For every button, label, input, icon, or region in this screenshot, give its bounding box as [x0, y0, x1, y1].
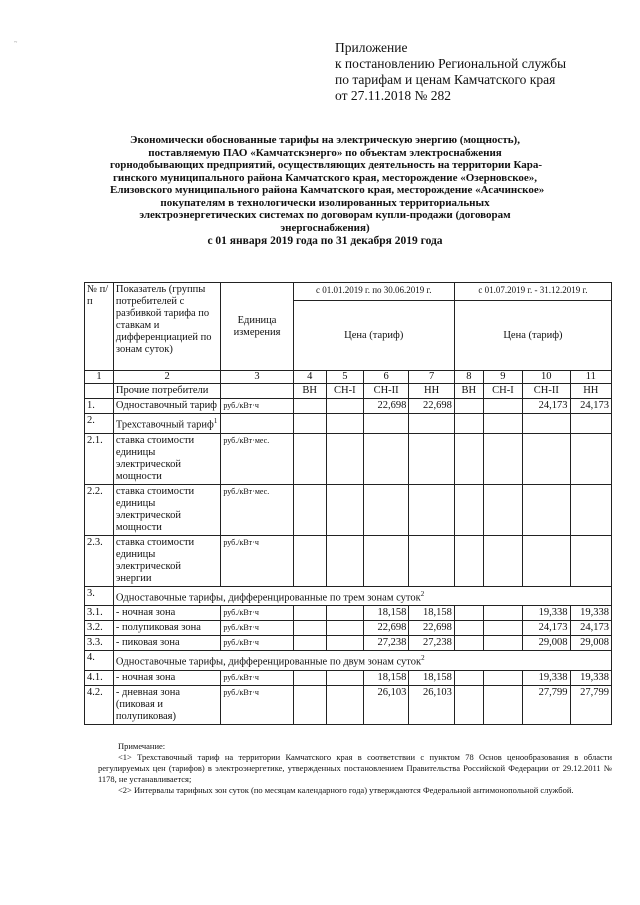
row-indicator: ставка стоимости единицы электрической мощности [113, 484, 220, 535]
column-number: 1 [85, 371, 114, 384]
appendix-line: по тарифам и ценам Камчатского края [335, 72, 556, 87]
tariff-value: 29,008 [523, 636, 571, 651]
row-indicator: - дневная зона (пиковая и полупиковая) [113, 685, 220, 724]
header-price-1: Цена (тариф) [293, 301, 454, 371]
column-number: 7 [409, 371, 455, 384]
title-period: с 01 января 2019 года по 31 декабря 2019 года [207, 235, 443, 247]
tariff-value: 22,698 [363, 621, 408, 636]
tariff-value: 18,158 [363, 670, 408, 685]
document-title [110, 134, 545, 248]
row-indicator: - ночная зона [113, 606, 220, 621]
notes [98, 741, 612, 796]
voltage-level: ВН [293, 384, 326, 399]
row-num: 1. [85, 399, 114, 414]
header-unit: Единица измерения [221, 283, 293, 371]
tariff-value: 27,238 [363, 636, 408, 651]
column-number: 2 [113, 371, 220, 384]
title-line: гинского муниципального района Камчатского края, месторождение «Озерновское», [112, 171, 538, 184]
table-row [85, 670, 612, 685]
margin-mark: ~ [14, 40, 18, 46]
appendix-line: Приложение [335, 40, 408, 55]
row-unit: руб./кВт·ч [221, 399, 293, 414]
header-period-1: с 01.01.2019 г. по 30.06.2019 г. [293, 283, 454, 301]
row-section-title: Одноставочные тарифы, дифференцированные по двум зонам суток$^2$ [113, 651, 611, 671]
table-row [85, 414, 612, 434]
row-indicator: - пиковая зона [113, 636, 220, 651]
row-unit: руб./кВт·мес. [221, 433, 293, 484]
column-numbers-row [85, 371, 612, 384]
voltage-level: ВН [454, 384, 483, 399]
column-number: 11 [570, 371, 611, 384]
tariff-value: 19,338 [523, 670, 571, 685]
header-row [85, 283, 612, 301]
header-period-2: с 01.07.2019 г. - 31.12.2019 г. [454, 283, 611, 301]
row-num: 2. [85, 414, 114, 434]
tariff-value: 27,238 [409, 636, 455, 651]
column-number: 3 [221, 371, 293, 384]
voltage-level: СН-II [363, 384, 408, 399]
appendix-header [335, 40, 566, 104]
header-price-2: Цена (тариф) [454, 301, 611, 371]
tariff-value: 27,799 [523, 685, 571, 724]
voltage-level: СН-I [326, 384, 363, 399]
footnote-ref: 2 [421, 654, 425, 662]
note-1: <1> Трехставочный тариф на территории Камчатского края в соответствии с пунктом 78 Основ ценообразования в области регулируемых цен (тарифов) в электроэнергетике, утвержденных постановлением Правительства Российской Федерации от 29.12.2011 № 1178, не устанавливается; [98, 752, 612, 784]
notes-title: Примечание: [118, 741, 166, 751]
row-indicator: - полупиковая зона [113, 621, 220, 636]
row-indicator: - ночная зона [113, 670, 220, 685]
title-line: поставляемую ПАО «Камчатскэнерго» по объектам электроснабжения [148, 146, 502, 159]
row-section-title: Одноставочные тарифы, дифференцированные по трем зонам суток$^2$ [113, 586, 611, 606]
table-row [85, 685, 612, 724]
row-unit: руб./кВт·ч [221, 621, 293, 636]
row-unit: руб./кВт·ч [221, 670, 293, 685]
voltage-level: СН-I [483, 384, 522, 399]
header-num: № п/п [85, 283, 114, 371]
tariff-value: 24,173 [523, 399, 571, 414]
note-2: <2> Интервалы тарифных зон суток (по месяцам календарного года) утверждаются Федеральной антимонопольной службой. [118, 785, 574, 795]
column-number: 10 [523, 371, 571, 384]
row-num: 3.3. [85, 636, 114, 651]
tariff-value: 29,008 [570, 636, 611, 651]
row-indicator: ставка стоимости единицы электрической энергии [113, 535, 220, 586]
table-row [85, 651, 612, 671]
table-row [85, 535, 612, 586]
row-indicator: Трехставочный тариф$^1$ [113, 414, 220, 434]
table-row [85, 606, 612, 621]
tariff-value: 18,158 [409, 606, 455, 621]
table-row [85, 621, 612, 636]
column-number: 4 [293, 371, 326, 384]
table-row [85, 484, 612, 535]
row-num: 2.2. [85, 484, 114, 535]
row-indicator: Прочие потребители [113, 384, 220, 399]
table-row [85, 433, 612, 484]
row-unit: руб./кВт·ч [221, 636, 293, 651]
tariff-value: 19,338 [570, 606, 611, 621]
footnote-ref: 2 [420, 589, 425, 598]
tariff-table [84, 282, 612, 725]
row-unit: руб./кВт·ч [221, 685, 293, 724]
title-line: Елизовского муниципального района Камчатского края, месторождение «Асачинское» [110, 184, 545, 196]
row-num: 3.1. [85, 606, 114, 621]
voltage-level: НН [409, 384, 455, 399]
column-number: 5 [326, 371, 363, 384]
header-indicator: Показатель (группы потребителей с разбивкой тарифа по ставкам и дифференциацией по зонам суток) [113, 283, 220, 371]
title-line: горнодобывающих предприятий, осуществляющих деятельность на территории Кара- [110, 159, 543, 171]
tariff-value: 24,173 [523, 621, 571, 636]
tariff-value: 24,173 [570, 399, 611, 414]
row-num: 4. [85, 651, 114, 671]
tariff-value: 26,103 [363, 685, 408, 724]
title-line: электроэнергетических системах по договорам купли-продажи (договорам [139, 209, 511, 221]
row-num: 2.1. [85, 433, 114, 484]
tariff-value: 24,173 [570, 621, 611, 636]
table-row [85, 636, 612, 651]
row-unit: руб./кВт·ч [221, 535, 293, 586]
row-num: 4.1. [85, 670, 114, 685]
row-unit: руб./кВт·ч [221, 606, 293, 621]
tariff-value: 22,698 [409, 621, 455, 636]
tariff-value: 19,338 [570, 670, 611, 685]
table-row [85, 399, 612, 414]
row-num: 3.2. [85, 621, 114, 636]
column-number: 6 [363, 371, 408, 384]
tariff-value: 18,158 [363, 606, 408, 621]
appendix-line: от 27.11.2018 № 282 [335, 88, 451, 103]
row-num: 2.3. [85, 535, 114, 586]
column-number: 9 [483, 371, 522, 384]
row-unit: руб./кВт·мес. [221, 484, 293, 535]
voltage-level: НН [570, 384, 611, 399]
row-indicator: Одноставочный тариф [113, 399, 220, 414]
table-row [85, 586, 612, 606]
tariff-value: 22,698 [409, 399, 455, 414]
title-line: энергоснабжения) [280, 221, 370, 234]
column-number: 8 [454, 371, 483, 384]
appendix-line: к постановлению Региональной службы [335, 56, 567, 71]
table-row [85, 384, 612, 399]
title-line: Экономически обоснованные тарифы на электрическую энергию (мощность), [130, 134, 520, 146]
tariff-value: 22,698 [363, 399, 408, 414]
footnote-ref: 1 [213, 417, 218, 425]
title-line: покупателям в технологически изолированных территориальных [160, 196, 490, 209]
tariff-value: 27,799 [570, 685, 611, 724]
tariff-value: 18,158 [409, 670, 455, 685]
row-num: 3. [85, 586, 114, 606]
row-indicator: ставка стоимости единицы электрической мощности [113, 433, 220, 484]
voltage-level: СН-II [523, 384, 571, 399]
row-num: 4.2. [85, 685, 114, 724]
tariff-value: 26,103 [409, 685, 455, 724]
tariff-value: 19,338 [523, 606, 571, 621]
